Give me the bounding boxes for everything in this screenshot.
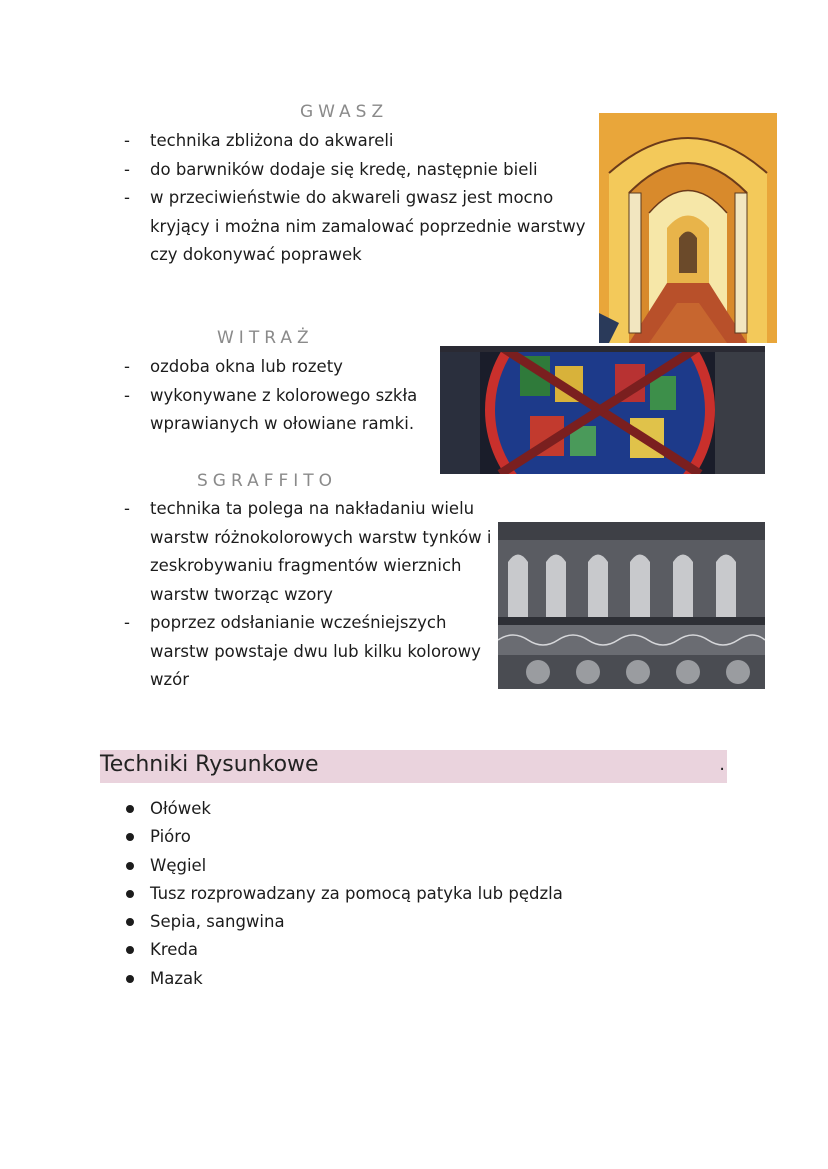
bullet-icon [126,833,134,841]
list-item: - poprzez odsłanianie wcześniejszych warstw powstaje dwu lub kilku kolorowy wzór [150,609,495,695]
drawing-section-header [100,750,727,783]
list-item: - ozdoba okna lub rozety [150,353,430,382]
dash-marker: - [124,188,130,207]
list-item: Mazak [150,965,563,993]
list-item: Kreda [150,936,563,964]
bullet-icon [126,946,134,954]
dash-marker: - [124,613,130,632]
sgraffito-facade-image [498,522,765,689]
list-item: - w przeciwieństwie do akwareli gwasz jest mocno kryjący i można nim zamalować poprzednie warstwy czy dokonywać poprawek [150,184,590,270]
bullet-icon [126,975,134,983]
witraz-heading: WITRAŻ [217,328,314,348]
bullet-icon [126,862,134,870]
dash-marker: - [124,131,130,150]
bullet-icon [126,918,134,926]
dash-marker: - [124,159,130,179]
dash-marker: - [124,385,130,405]
list-item: Tusz rozprowadzany za pomocą patyka lub pędzla [150,880,563,908]
sgraffito-heading: SGRAFFITO [197,471,338,491]
list-item: - technika ta polega na nakładaniu wielu warstw różnokolorowych warstw tynków i zeskrobywaniu fragmentów wierznich warstw tworząc wzory [150,495,495,609]
gwasz-list [124,127,590,270]
drawing-techniques-list [150,795,563,993]
stained-glass-image [440,346,765,474]
sgraffito-list [124,495,495,695]
list-item: Ołówek [150,795,563,823]
witraz-list [124,353,430,439]
list-item: - technika zbliżona do akwareli [150,127,590,156]
gwasz-heading: GWASZ [300,102,389,122]
corridor-painting-image [599,113,777,343]
list-item: - do barwników dodaje się kredę, następnie bieli [150,156,590,185]
list-item: Pióro [150,823,563,851]
list-item: Węgiel [150,852,563,880]
list-item: - wykonywane z kolorowego szkła wprawianych w ołowiane ramki. [150,382,430,439]
bullet-icon [126,805,134,813]
dash-marker: - [124,357,130,376]
section-trailing-mark: . [719,754,725,775]
section-title: Techniki Rysunkowe [100,752,319,777]
bullet-icon [126,890,134,898]
dash-marker: - [124,499,130,518]
list-item: Sepia, sangwina [150,908,563,936]
